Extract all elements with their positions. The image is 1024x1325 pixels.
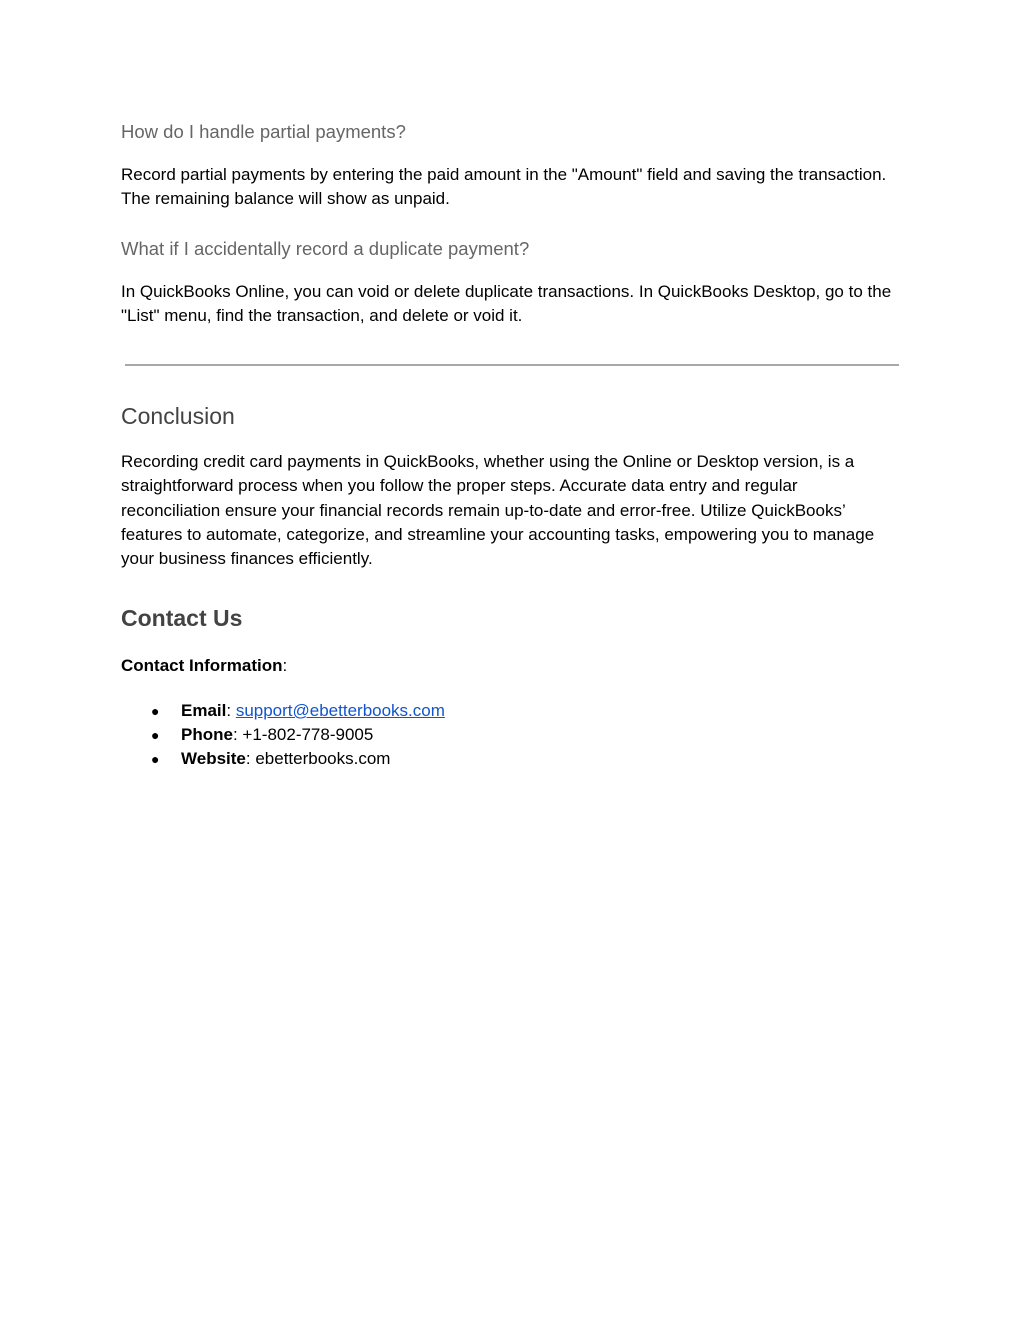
contact-information-colon: :	[282, 656, 288, 675]
contact-list	[121, 699, 445, 771]
phone-value: +1-802-778-9005	[242, 725, 374, 744]
website-value: ebetterbooks.com	[255, 749, 391, 768]
contact-item-phone	[121, 723, 445, 747]
bullet-icon: ●	[151, 751, 160, 767]
phone-label: Phone	[181, 725, 233, 744]
faq-answer-duplicate-payment: In QuickBooks Online, you can void or delete duplicate transactions. In QuickBooks Desktop, go to the "List" menu, find the transaction, and delete or void it.	[121, 282, 892, 325]
conclusion-body: Recording credit card payments in QuickBooks, whether using the Online or Desktop version, is a straightforward process when you follow the proper steps. Accurate data entry and regular reconciliation ensure your financial records remain up-to-date and error-free. Utilize QuickBooks’ features to automate, categorize, and streamline your accounting tasks, empowering you to manage your business finances efficiently.	[121, 452, 875, 569]
conclusion-heading: Conclusion	[121, 403, 235, 429]
contact-us-heading: Contact Us	[121, 605, 243, 631]
faq-question-partial-payments: How do I handle partial payments?	[121, 121, 406, 142]
faq-answer-partial-payments: Record partial payments by entering the paid amount in the "Amount" field and saving the transaction. The remaining balance will show as unpaid.	[121, 165, 887, 208]
bullet-icon: ●	[151, 727, 160, 743]
phone-separator: :	[232, 725, 243, 744]
email-label: Email	[181, 701, 227, 720]
contact-item-email	[121, 699, 445, 723]
faq-question-duplicate-payment: What if I accidentally record a duplicate payment?	[121, 238, 530, 259]
website-label: Website	[181, 749, 246, 768]
bullet-icon: ●	[151, 703, 160, 719]
website-separator: :	[245, 749, 256, 768]
contact-information-label	[121, 654, 287, 678]
contact-information-label-text: Contact Information	[121, 656, 283, 675]
email-link[interactable]: support@ebetterbooks.com	[235, 701, 445, 720]
email-separator: :	[226, 701, 236, 720]
horizontal-divider	[125, 364, 899, 366]
contact-item-website	[121, 747, 445, 771]
